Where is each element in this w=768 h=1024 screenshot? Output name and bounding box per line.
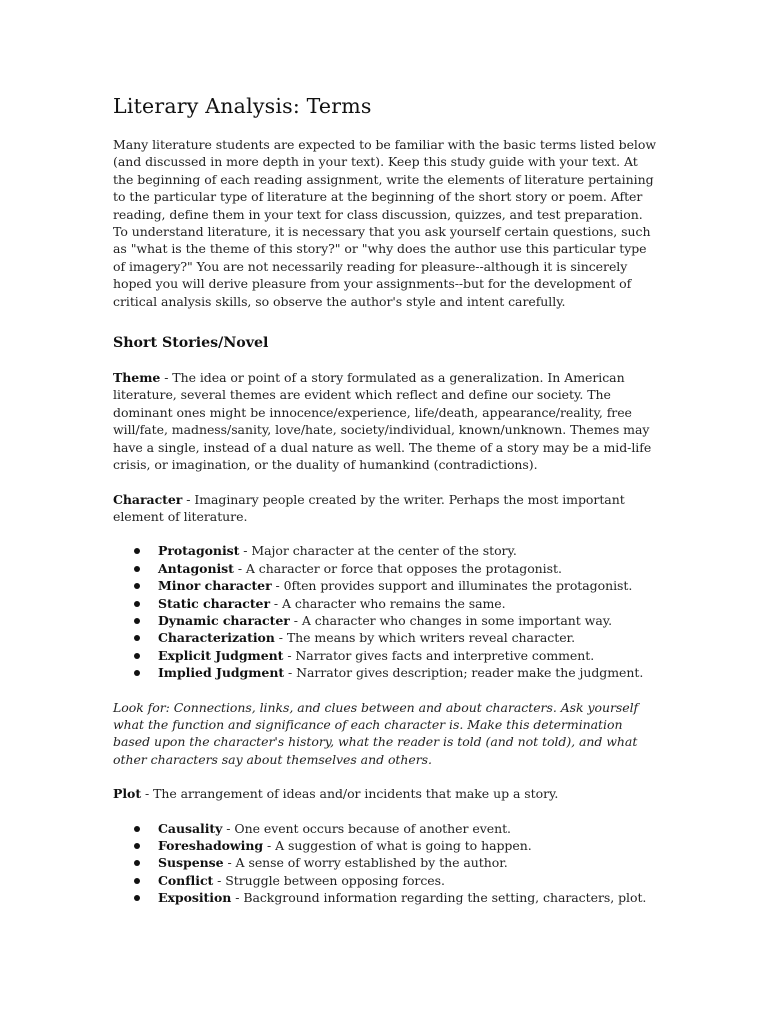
look-for-paragraph: Look for: Connections, links, and clues between and about characters. Ask yourself what the function and significance of each character is. Make this determination based upon the character's history, what the reader is told (and not told), and what other characters say about themselves and others. [113, 699, 639, 767]
list-item-definition: - Major character at the center of the story. [239, 543, 517, 559]
bullet-icon [134, 670, 140, 676]
list-item-definition: - A character who remains the same. [270, 595, 506, 611]
list-item-definition: - The means by which writers reveal character. [274, 630, 576, 646]
bullet-icon [134, 548, 140, 554]
theme-paragraph [113, 369, 658, 473]
list-item-definition: - 0ften provides support and illuminates the protagonist. [271, 578, 633, 594]
section-heading: Short Stories/Novel [113, 335, 269, 352]
document-page [113, 94, 658, 907]
list-item-definition: - A suggestion of what is going to happen. [263, 838, 532, 853]
list-item [134, 595, 658, 612]
bullet-icon [134, 860, 140, 866]
list-item [134, 560, 658, 577]
list-item-term: Protagonist [158, 543, 240, 559]
list-item [134, 854, 658, 871]
list-item-term: Antagonist [158, 560, 234, 576]
bullet-icon [134, 653, 140, 659]
theme-definition: - The idea or point of a story formulated as a generalization. In American literature, several themes are evident which reflect and define our society. The dominant ones might be innocence/experience, life/death, appearance/reality, free will/fate, madness/sanity, love/hate, society/individual, known/unknown. Themes may have a single, instead of a dual nature as well. The theme of a story may be a mid-life crisis, or imagination, or the duality of humankind (contradictions). [113, 370, 652, 473]
list-item-definition: - Narrator gives facts and interpretive comment. [283, 647, 595, 663]
list-item-term: Implied Judgment [158, 665, 285, 681]
list-item-term: Exposition [158, 890, 232, 906]
character-terms-list [113, 542, 658, 681]
list-item-term: Dynamic character [158, 612, 290, 628]
list-item-definition: - Narrator gives description; reader make the judgment. [284, 665, 644, 681]
theme-term: Theme [113, 370, 161, 386]
list-item-term: Foreshadowing [158, 838, 264, 853]
list-item-term: Conflict [158, 872, 214, 888]
plot-paragraph [113, 785, 658, 802]
character-definition: - Imaginary people created by the writer. Perhaps the most important element of literature. [113, 491, 625, 524]
bullet-icon [134, 583, 140, 589]
list-item-definition: - A sense of worry established by the author. [223, 855, 508, 871]
list-item-term: Characterization [158, 630, 275, 646]
character-term: Character [113, 491, 183, 507]
list-item [134, 889, 658, 906]
list-item [134, 542, 658, 559]
list-item-definition: - A character who changes in some important way. [289, 612, 612, 628]
list-item-term: Explicit Judgment [158, 647, 284, 663]
list-item [134, 629, 658, 646]
list-item-definition: - Background information regarding the setting, characters, plot. [231, 890, 647, 906]
bullet-icon [134, 566, 140, 572]
list-item-term: Static character [158, 595, 270, 611]
bullet-icon [134, 618, 140, 624]
intro-paragraph: Many literature students are expected to be familiar with the basic terms listed below (and discussed in more depth in your text). Keep this study guide with your text. At the beginning of each reading assignment, write the elements of literature pertaining to the particular type of literature at the beginning of the short story or poem. After reading, define them in your text for class discussion, quizzes, and test preparation. To understand literature, it is necessary that you ask yourself certain questions, such as "what is the theme of this story?" or "why does the author use this particular type of imagery?" You are not necessarily reading for pleasure--although it is sincerely hoped you will derive pleasure from your assignments--but for the development of critical analysis skills, so observe the author's style and intent carefully. [113, 137, 657, 309]
bullet-icon [134, 878, 140, 884]
bullet-icon [134, 843, 140, 849]
list-item [134, 647, 658, 664]
list-item [134, 820, 658, 837]
bullet-icon [134, 826, 140, 832]
plot-terms-list [113, 820, 658, 907]
list-item-term: Suspense [158, 855, 224, 871]
list-item [134, 612, 658, 629]
bullet-icon [134, 635, 140, 641]
plot-term: Plot [113, 786, 142, 802]
plot-definition: - The arrangement of ideas and/or incidents that make up a story. [141, 786, 559, 802]
list-item [134, 837, 658, 854]
list-item-definition: - One event occurs because of another event. [222, 820, 511, 836]
character-paragraph [113, 491, 658, 526]
list-item-definition: - Struggle between opposing forces. [213, 872, 445, 888]
bullet-icon [134, 895, 140, 901]
list-item [134, 664, 658, 681]
list-item [134, 577, 658, 594]
page-title: Literary Analysis: Terms [113, 94, 372, 118]
list-item-definition: - A character or force that opposes the protagonist. [233, 560, 562, 576]
list-item [134, 872, 658, 889]
bullet-icon [134, 601, 140, 607]
list-item-term: Minor character [158, 578, 272, 594]
list-item-term: Causality [158, 820, 223, 836]
